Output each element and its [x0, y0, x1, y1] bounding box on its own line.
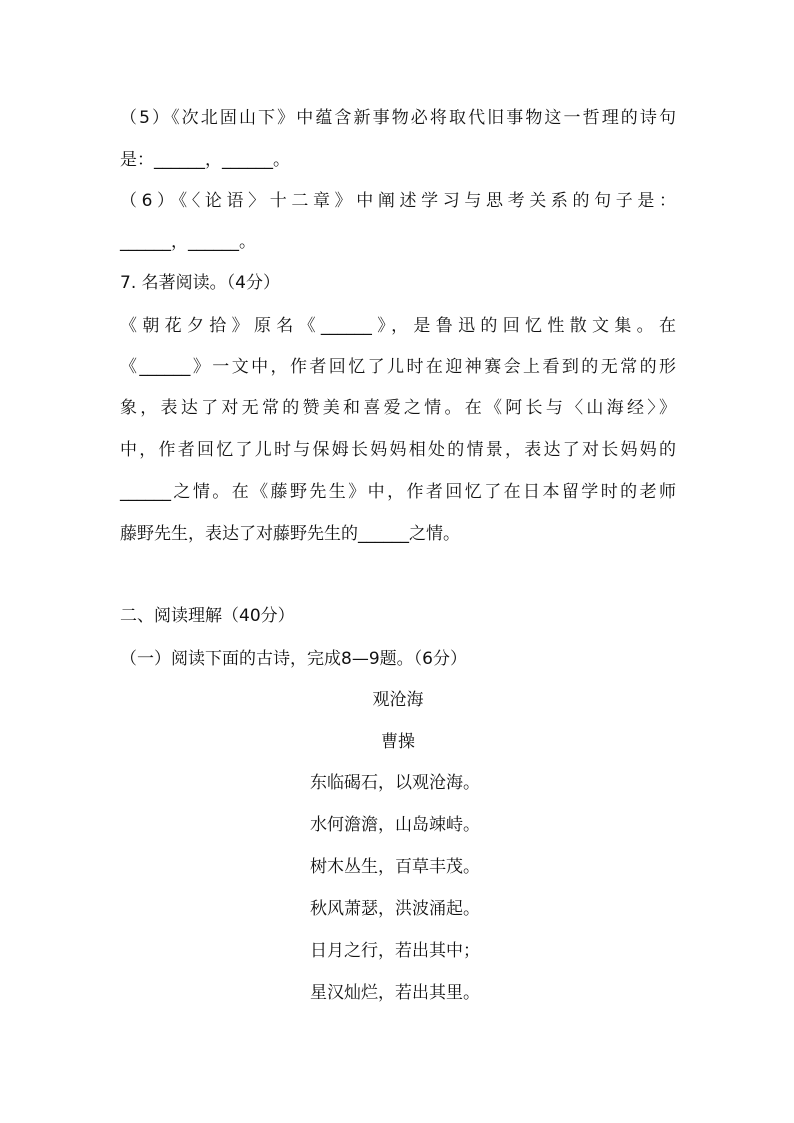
question-7-line-4: 中，作者回忆了儿时与保姆长妈妈相处的情景，表达了对长妈妈的: [120, 440, 676, 460]
question-6-line-1: （6）《〈论语〉十二章》中阐述学习与思考关系的句子是：: [120, 191, 676, 211]
poem-line-5: 日月之行，若出其中；: [310, 941, 480, 961]
poem-line-4: 秋风萧瑟，洪波涌起。: [310, 899, 480, 919]
question-7-title: 7. 名著阅读。（4分）: [120, 273, 280, 293]
section-2-heading: 二、阅读理解（40分）: [120, 606, 295, 626]
poem-line-1: 东临碣石，以观沧海。: [310, 773, 480, 793]
question-7-line-3: 象，表达了对无常的赞美和喜爱之情。在《阿长与〈山海经〉》: [120, 398, 676, 418]
poem-line-2: 水何澹澹，山岛竦峙。: [310, 815, 480, 835]
question-7-line-5: ______之情。在《藤野先生》中，作者回忆了在日本留学时的老师: [120, 482, 676, 502]
question-7-line-2: 《______》一文中，作者回忆了儿时在迎神赛会上看到的无常的形: [120, 357, 676, 377]
poem-author: 曹操: [381, 732, 415, 752]
question-5-line-2: 是：______，______。: [120, 150, 290, 170]
question-6-line-2: ______，______。: [120, 232, 256, 252]
question-5-line-1: （5）《次北固山下》中蕴含新事物必将取代旧事物这一哲理的诗句: [120, 108, 676, 128]
question-7-line-6: 藤野先生，表达了对藤野先生的______之情。: [120, 524, 460, 544]
poem-line-3: 树木丛生，百草丰茂。: [310, 857, 480, 877]
section-2-sub-heading: （一）阅读下面的古诗，完成8—9题。（6分）: [120, 649, 467, 669]
question-7-line-1: 《朝花夕拾》原名《______》，是鲁迅的回忆性散文集。在: [120, 316, 676, 336]
poem-line-6: 星汉灿烂，若出其里。: [310, 983, 480, 1003]
poem-title: 观沧海: [372, 690, 424, 710]
